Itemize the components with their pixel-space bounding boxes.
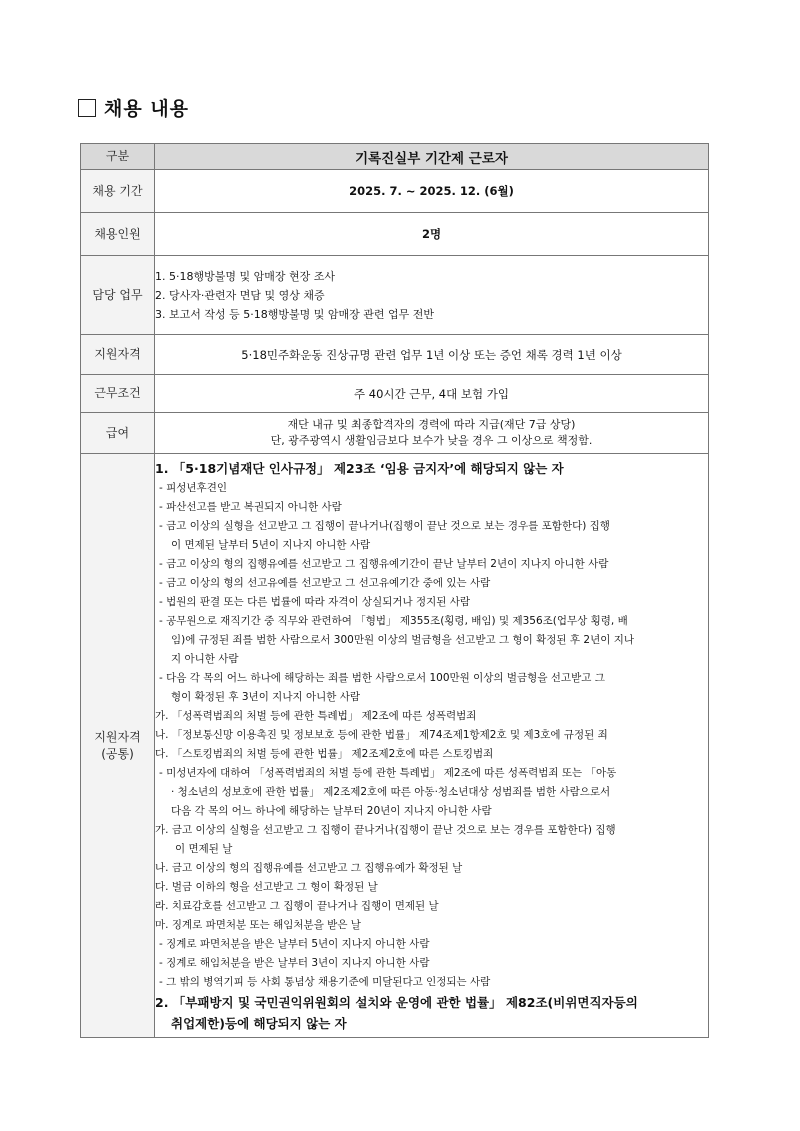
sub-item: 나. 금고 이상의 형의 집행유예를 선고받고 그 집행유예가 확정된 날 [155,861,463,874]
list-item: - 공무원으로 재직기간 중 직무와 관련하여 「형법」 제355조(횡령, 배임) 및 제356조(업무상 횡령, 배 [159,614,628,627]
qualification-value: 5·18민주화운동 진상규명 관련 업무 1년 이상 또는 증언 채록 경력 1년 이상 [155,335,709,375]
common-label-line: 지원자격 [94,729,141,744]
table-row-headcount [81,213,709,256]
recruitment-table [80,143,709,1038]
list-item-continued: 다음 각 목의 어느 하나에 해당하는 날부터 20년이 지나지 아니한 사람 [171,804,492,817]
list-item: - 금고 이상의 실형을 선고받고 그 집행이 끝나거나(집행이 끝난 것으로 보는 경우를 포함한다) 집행 [159,519,610,532]
list-item: - 피성년후견인 [159,481,227,494]
table-row-common-qualification [81,454,709,1038]
sub-item: 가. 「성폭력범죄의 처벌 등에 관한 특례법」 제2조에 따른 성폭력범죄 [155,709,477,722]
pay-line: 재단 내규 및 최종합격자의 경력에 따라 지급(재단 7급 상당) [287,418,576,431]
sub-item: 가. 금고 이상의 실형을 선고받고 그 집행이 끝나거나(집행이 끝난 것으로 보는 경우를 포함한다) 집행 [155,823,616,836]
qualification-label: 지원자격 [81,335,155,375]
sub-item: 라. 치료감호를 선고받고 그 집행이 끝나거나 집행이 면제된 날 [155,899,439,912]
table-row-pay [81,413,709,454]
period-value: 2025. 7. ~ 2025. 12. (6월) [155,170,709,213]
conditions-label: 근무조건 [81,375,155,413]
section-2-title-continued: 취업제한)등에 해당되지 않는 자 [171,1015,347,1031]
section-1-title: 1. 「5·18기념재단 인사규정」 제23조 ‘임용 금지자’에 해당되지 않는 자 [155,460,564,476]
list-item-continued: 지 아니한 사람 [171,652,239,665]
common-qualification-content [155,454,709,1038]
headcount-label: 채용인원 [81,213,155,256]
list-item: - 금고 이상의 형의 선고유예를 선고받고 그 선고유예기간 중에 있는 사람 [159,576,491,589]
list-item: - 금고 이상의 형의 집행유예를 선고받고 그 집행유예기간이 끝난 날부터 2년이 지나지 아니한 사람 [159,557,609,570]
list-item-continued: 형이 확정된 후 3년이 지나지 아니한 사람 [171,690,360,703]
list-item-continued: · 청소년의 성보호에 관한 법률」 제2조제2호에 따른 아동·청소년대상 성범죄를 범한 사람으로서 [171,785,611,798]
duty-item: 2. 당사자·관련자 면담 및 영상 채증 [155,288,325,302]
duty-item: 3. 보고서 작성 등 5·18행방불명 및 암매장 관련 업무 전반 [155,307,434,321]
list-item: - 그 밖의 병역기피 등 사회 통념상 채용기준에 미달된다고 인정되는 사람 [159,975,491,988]
table-row-header [81,144,709,170]
pay-line: 단, 광주광역시 생활임금보다 보수가 낮을 경우 그 이상으로 책정함. [270,434,593,447]
list-item: - 파산선고를 받고 복권되지 아니한 사람 [159,500,342,513]
list-item: - 법원의 판결 또는 다른 법률에 따라 자격이 상실되거나 정지된 사람 [159,595,471,608]
sub-item: 마. 징계로 파면처분 또는 해임처분을 받은 날 [155,918,361,931]
period-label: 채용 기간 [81,170,155,213]
sub-item: 다. 「스토킹범죄의 처벌 등에 관한 법률」 제2조제2호에 따른 스토킹범죄 [155,747,494,760]
header-value: 기록진실부 기간제 근로자 [155,144,709,170]
common-qualification-label [81,454,155,1038]
list-item: - 다음 각 목의 어느 하나에 해당하는 죄를 범한 사람으로서 100만원 이상의 벌금형을 선고받고 그 [159,671,605,684]
square-bullet-icon [78,99,96,117]
duty-item: 1. 5·18행방불명 및 암매장 현장 조사 [155,269,335,283]
sub-item: 나. 「정보통신망 이용촉진 및 정보보호 등에 관한 법률」 제74조제1항제2호 및 제3호에 규정된 죄 [155,728,608,741]
sub-item: 다. 벌금 이하의 형을 선고받고 그 형이 확정된 날 [155,880,378,893]
table-row-conditions [81,375,709,413]
list-item: - 징계로 해임처분을 받은 날부터 3년이 지나지 아니한 사람 [159,956,430,969]
list-item: - 미성년자에 대하여 「성폭력범죄의 처벌 등에 관한 특례법」 제2조에 따른 성폭력범죄 또는 「아동 [159,766,617,779]
headcount-value: 2명 [155,213,709,256]
duties-label: 담당 업무 [81,256,155,335]
conditions-value: 주 40시간 근무, 4대 보험 가입 [155,375,709,413]
header-label: 구분 [81,144,155,170]
section-2-title: 2. 「부패방지 및 국민권익위원회의 설치와 운영에 관한 법률」 제82조(비위면직자등의 [155,994,638,1010]
list-item-continued: 임)에 규정된 죄를 범한 사람으로서 300만원 이상의 벌금형을 선고받고 그 형이 확정된 후 2년이 지나 [171,633,634,646]
common-label-line: (공통) [101,746,134,761]
pay-value [155,413,709,454]
table-row-qualification [81,335,709,375]
list-item: - 징계로 파면처분을 받은 날부터 5년이 지나지 아니한 사람 [159,937,430,950]
table-row-period [81,170,709,213]
list-item-continued: 이 면제된 날부터 5년이 지나지 아니한 사람 [171,538,371,551]
sub-item-continued: 이 면제된 날 [175,842,233,855]
duties-list [155,256,709,335]
pay-label: 급여 [81,413,155,454]
section-heading-text: 채용 내용 [104,98,190,120]
section-heading [78,94,189,121]
table-row-duties [81,256,709,335]
